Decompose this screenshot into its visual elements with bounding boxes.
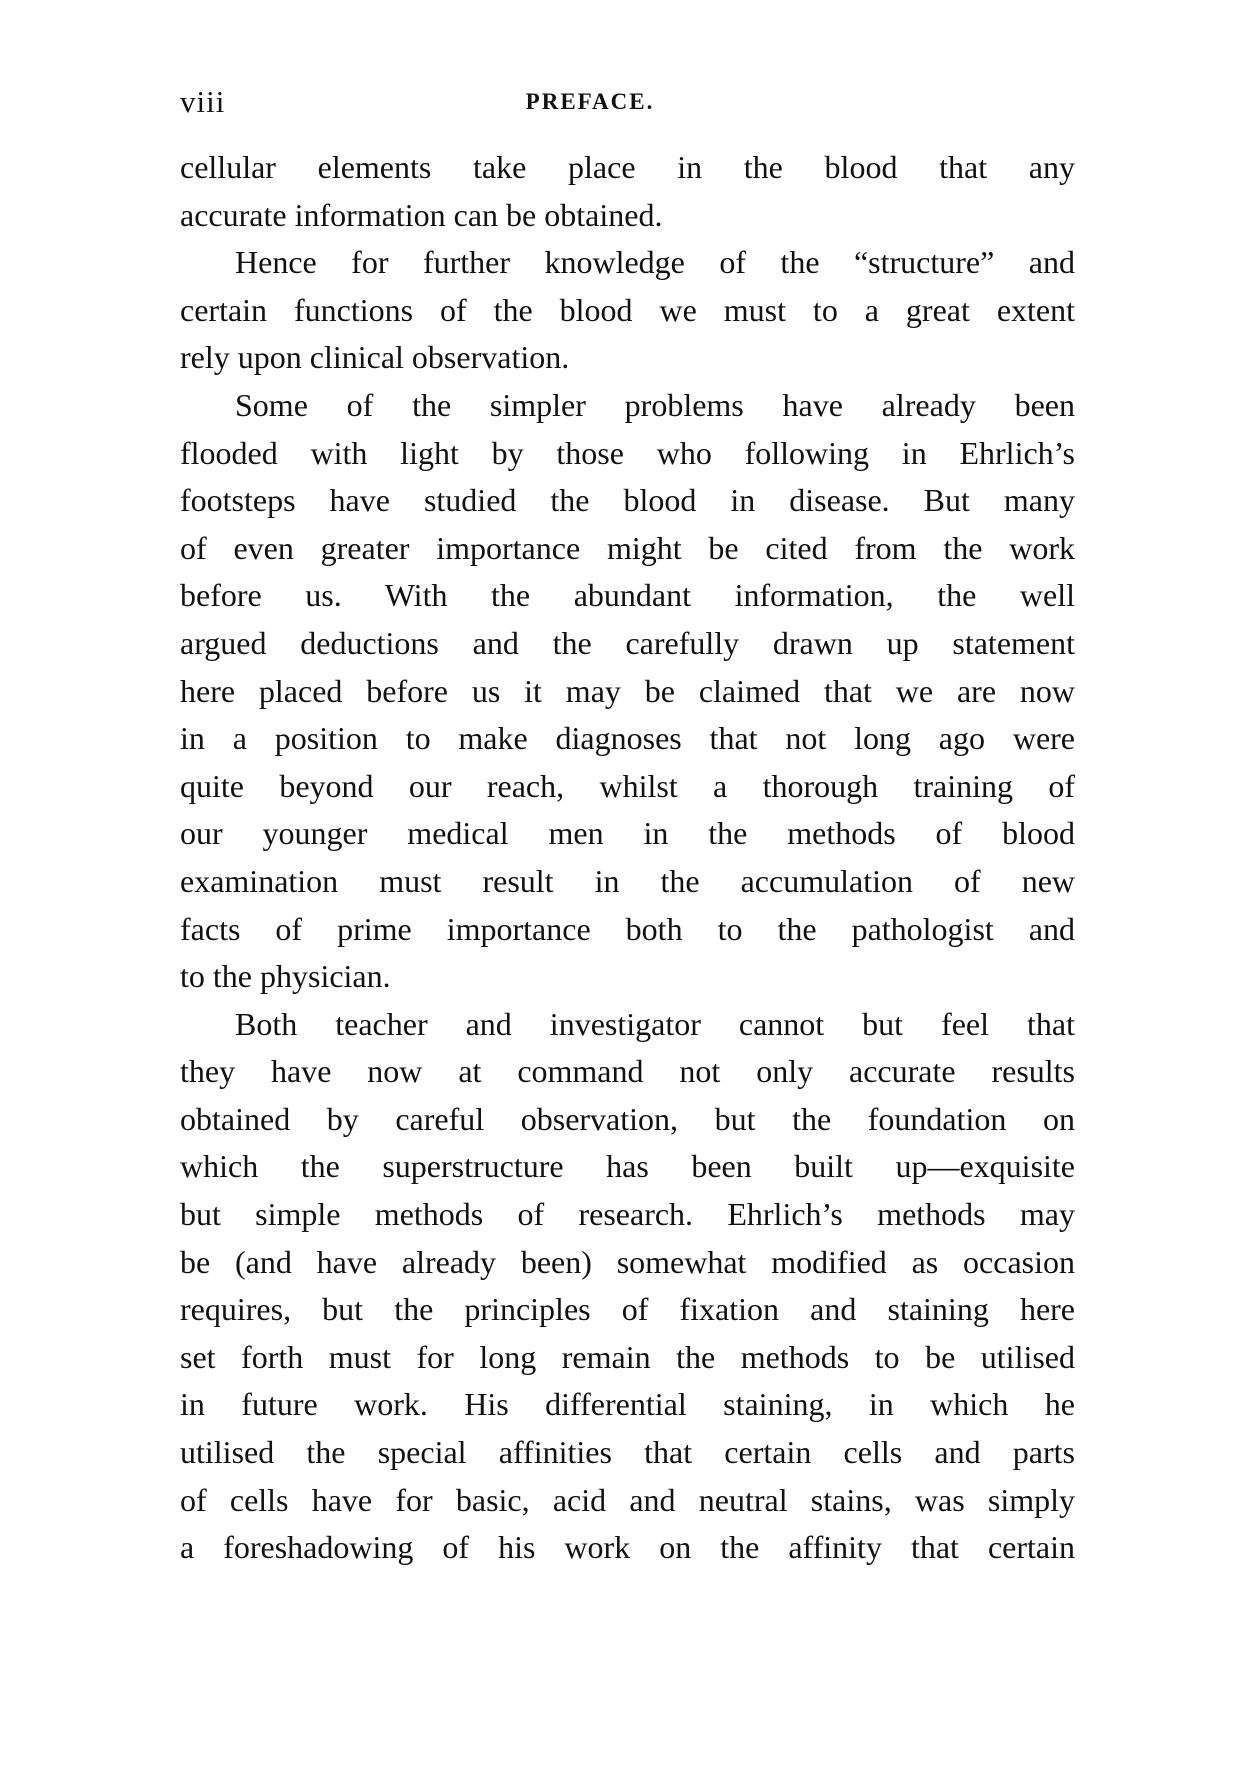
text-line: of cells have for basic, acid and neutral stains, was simply <box>180 1481 1075 1518</box>
page-header <box>180 84 1075 124</box>
text-line: our younger medical men in the methods of blood <box>180 815 1075 852</box>
text-line: set forth must for long remain the methods to be utilised <box>180 1338 1075 1375</box>
text-line: utilised the special affinities that certain cells and parts <box>180 1434 1075 1471</box>
text-line: before us. With the abundant information, the well <box>180 577 1075 614</box>
paragraph <box>180 1001 1075 1572</box>
text-line: examination must result in the accumulation of new <box>180 862 1075 899</box>
text-line: of even greater importance might be cited from the work <box>180 529 1075 566</box>
text-line: in a position to make diagnoses that not long ago were <box>180 720 1075 757</box>
page-number: viii <box>180 84 226 119</box>
text-line: obtained by careful observation, but the foundation on <box>180 1100 1075 1137</box>
text-line: footsteps have studied the blood in disease. But many <box>180 482 1075 519</box>
text-line: flooded with light by those who following in Ehrlich’s <box>180 434 1075 471</box>
text-line: Some of the simpler problems have already been <box>235 386 1075 423</box>
paragraph <box>180 239 1075 382</box>
text-line: Hence for further knowledge of the “structure” and <box>235 244 1075 281</box>
text-line: Both teacher and investigator cannot but feel that <box>235 1005 1075 1042</box>
text-line: rely upon clinical observation. <box>180 339 570 376</box>
text-line: cellular elements take place in the blood that any <box>180 149 1075 185</box>
text-line: accurate information can be obtained. <box>180 196 663 233</box>
running-title: PREFACE. <box>525 89 655 114</box>
text-line: quite beyond our reach, whilst a thorough training of <box>180 767 1075 804</box>
paragraph <box>180 382 1075 1001</box>
text-line: argued deductions and the carefully drawn up statement <box>180 624 1075 661</box>
text-line: but simple methods of research. Ehrlich’s methods may <box>180 1196 1075 1233</box>
text-line: to the physician. <box>180 958 391 995</box>
text-line: here placed before us it may be claimed that we are now <box>180 672 1075 709</box>
text-line: in future work. His differential staining, in which he <box>180 1386 1075 1423</box>
text-line: they have now at command not only accurate results <box>180 1053 1075 1090</box>
text-line: which the superstructure has been built up—exquisite <box>180 1148 1075 1185</box>
paragraph <box>180 144 1075 239</box>
text-line: certain functions of the blood we must to a great extent <box>180 291 1075 328</box>
text-line: facts of prime importance both to the pathologist and <box>180 910 1075 947</box>
text-line: be (and have already been) somewhat modified as occasion <box>180 1243 1075 1280</box>
body-text <box>180 144 1075 1572</box>
text-line: requires, but the principles of fixation and staining here <box>180 1291 1075 1328</box>
text-line: a foreshadowing of his work on the affinity that certain <box>180 1529 1075 1566</box>
